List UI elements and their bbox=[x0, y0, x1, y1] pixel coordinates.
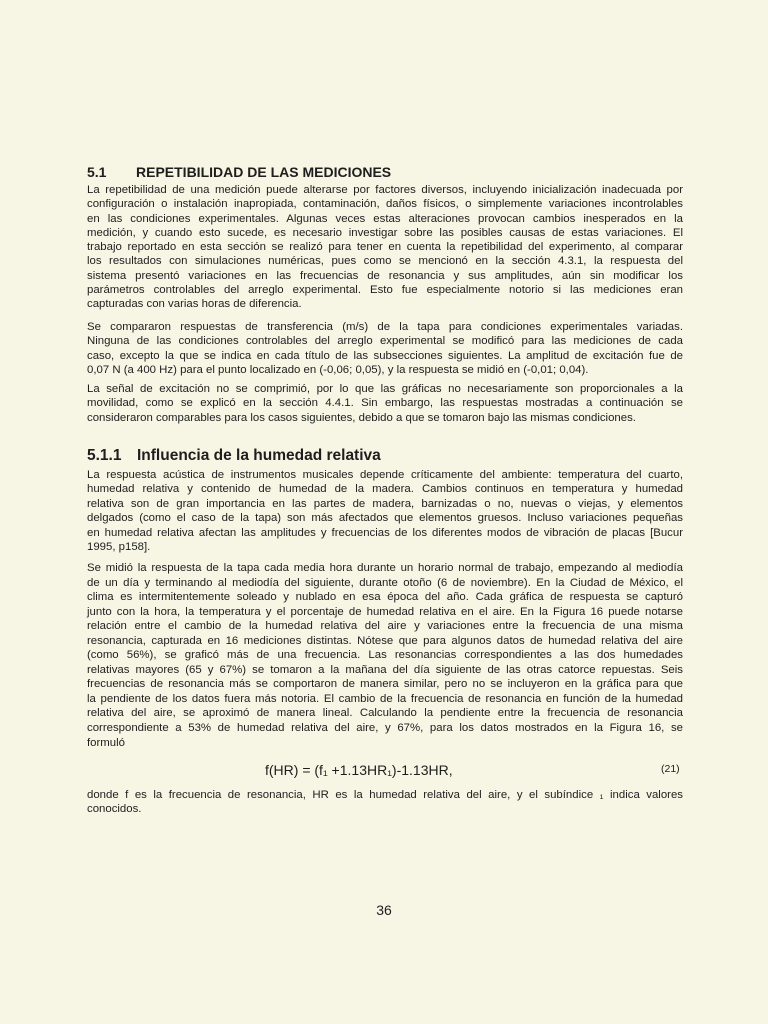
text-line: La respuesta acústica de instrumentos musicales depende críticamente del ambiente: temperatura del cuarto, bbox=[87, 469, 683, 481]
equation-formula: f(HR) = (f₁ +1.13HR₁)-1.13HR, bbox=[265, 762, 453, 778]
text-line: capturadas con varias horas de diferencia. bbox=[87, 298, 302, 310]
text-line: relativa del aire, se aproximó de manera lineal. Calculando la pendiente entre la frecuencia de resonancia bbox=[87, 707, 683, 720]
text-line: de un día y terminando al mediodía del siguiente, durante otoño (6 de noviembre). En la Ciudad de México, el bbox=[87, 576, 683, 589]
text-line: movilidad, como se explicó en la sección 4.4.1. Sin embargo, las respuestas mostradas a continuación se bbox=[87, 397, 683, 410]
text-line: relativa son de gran importancia en las partes de madera, barnizadas o no, nuevas o viejas, y elementos bbox=[87, 497, 683, 510]
text-line: 1995, p158]. bbox=[87, 541, 151, 554]
section-title: REPETIBILIDAD DE LAS MEDICIONES bbox=[136, 164, 392, 180]
text-line: conocidos. bbox=[87, 803, 142, 816]
text-line: La repetibilidad de una medición puede alterarse por factores diversos, incluyendo inicialización inadecuada por bbox=[87, 184, 683, 196]
text-line: clima es intermitentemente soleado y nublado en esa época del año. Cada gráfica de respuesta se capturó bbox=[87, 591, 683, 604]
text-line: consideraron comparables para los casos siguientes, debido a que se tomaron bajo las mismas condiciones. bbox=[87, 411, 636, 424]
text-line: formuló bbox=[87, 736, 125, 749]
text-line: 0,07 N (a 400 Hz) para el punto localizado en (-0,06; 0,05), y la respuesta se midió en (-0,01; 0,04). bbox=[87, 363, 589, 376]
paragraph-equation-explanation bbox=[87, 788, 683, 817]
section-number: 5.1 bbox=[87, 164, 107, 180]
subsection-heading bbox=[0, 446, 768, 466]
text-line: delgados (como el caso de la tapa) son más afectados que elementos gruesos. Incluso variaciones pequeñas bbox=[87, 512, 683, 525]
text-line: configuración o instalación inapropiada, contaminación, daños físicos, o simplemente variaciones incontrolables bbox=[87, 198, 683, 211]
subsection-number: 5.1.1 bbox=[87, 447, 122, 464]
text-line: en las condiciones experimentales. Algunas veces estas alteraciones provocan cambios inesperados en la bbox=[87, 212, 683, 225]
text-line: sistema presentó variaciones en las frecuencias de resonancia y sus amplitudes, aún sin modificar los bbox=[87, 269, 683, 282]
paragraph-excitation-signal bbox=[87, 382, 683, 425]
subsection-title: Influencia de la humedad relativa bbox=[137, 447, 381, 464]
text-line: Se midió la respuesta de la tapa cada media hora durante un horario normal de trabajo, empezando al mediodía bbox=[87, 562, 683, 574]
text-line: trabajo reportado en esta sección se realizó para tener en cuenta la repetibilidad del experimento, al comparar bbox=[87, 241, 683, 253]
text-line: junto con la hora, la temperatura y el porcentaje de humedad relativa en el aire. En la Figura 16 puede notarse bbox=[87, 605, 683, 618]
text-line: parámetros controlables del arreglo experimental. Esto fue especialmente notorio si las mediciones eran bbox=[87, 283, 683, 296]
paragraph-transfer-responses bbox=[87, 320, 683, 377]
text-line: los resultados con simulaciones numéricas, pues como se mencionó en la sección 4.3.1, la respuesta del bbox=[87, 255, 683, 268]
text-line: en humedad relativa afectan las amplitudes y frecuencias de los diferentes modos de vibración de placas [Bucur bbox=[87, 526, 683, 539]
text-line: la pendiente de los datos fuera más notoria. El cambio de la frecuencia de resonancia en función de la humedad bbox=[87, 692, 683, 705]
text-line: La señal de excitación no se comprimió, por lo que las gráficas no necesariamente son proporcionales a la bbox=[87, 383, 683, 395]
paragraph-humidity-measurements bbox=[87, 561, 683, 750]
paragraph-humidity-intro bbox=[87, 468, 683, 554]
text-line: Se compararon respuestas de transferencia (m/s) de la tapa para condiciones experimentales variadas. bbox=[87, 321, 683, 333]
text-line: frecuencias de resonancia más se comportaron de manera similar, pero no se incluyeron en la gráfica para que bbox=[87, 678, 683, 691]
text-line: caso, excepto la que se indica en cada título de las subsecciones siguientes. La amplitud de excitación fue de bbox=[87, 349, 683, 362]
paragraph-repeatability-intro bbox=[87, 183, 683, 311]
section-heading bbox=[0, 163, 768, 181]
text-line: medición, y cuando esto sucede, es necesario investigar sobre las posibles causas de estas variaciones. El bbox=[87, 226, 683, 239]
text-line: correspondiente a 53% de humedad relativa del aire, y 67%, para los datos mostrados en la Figura 16, se bbox=[87, 722, 683, 735]
equation-number: (21) bbox=[661, 763, 680, 775]
page-number: 36 bbox=[376, 902, 392, 918]
text-line: humedad relativa y contenido de humedad de la madera. Cambios continuos en temperatura y humedad bbox=[87, 483, 683, 496]
text-line: relación entre el cambio de la humedad relativa del aire y variaciones entre la frecuencia de una misma bbox=[87, 620, 683, 633]
text-line: Ninguna de las condiciones controlables del arreglo experimental se modificó para las mediciones de cada bbox=[87, 335, 683, 348]
text-line: resonancia, capturada en 16 mediciones distintas. Nótese que para algunos datos de humedad relativa del aire bbox=[87, 634, 683, 647]
text-line: relativas mayores (65 y 67%) se tomaron a la mañana del día siguiente de las otras catorce repuestas. Seis bbox=[87, 663, 683, 676]
text-line: donde f es la frecuencia de resonancia, HR es la humedad relativa del aire, y el subíndice ₁ indica valores bbox=[87, 789, 683, 801]
text-line: (como 56%), se graficó más de una frecuencia. Las resonancias correspondientes a las dos humedades bbox=[87, 649, 683, 662]
